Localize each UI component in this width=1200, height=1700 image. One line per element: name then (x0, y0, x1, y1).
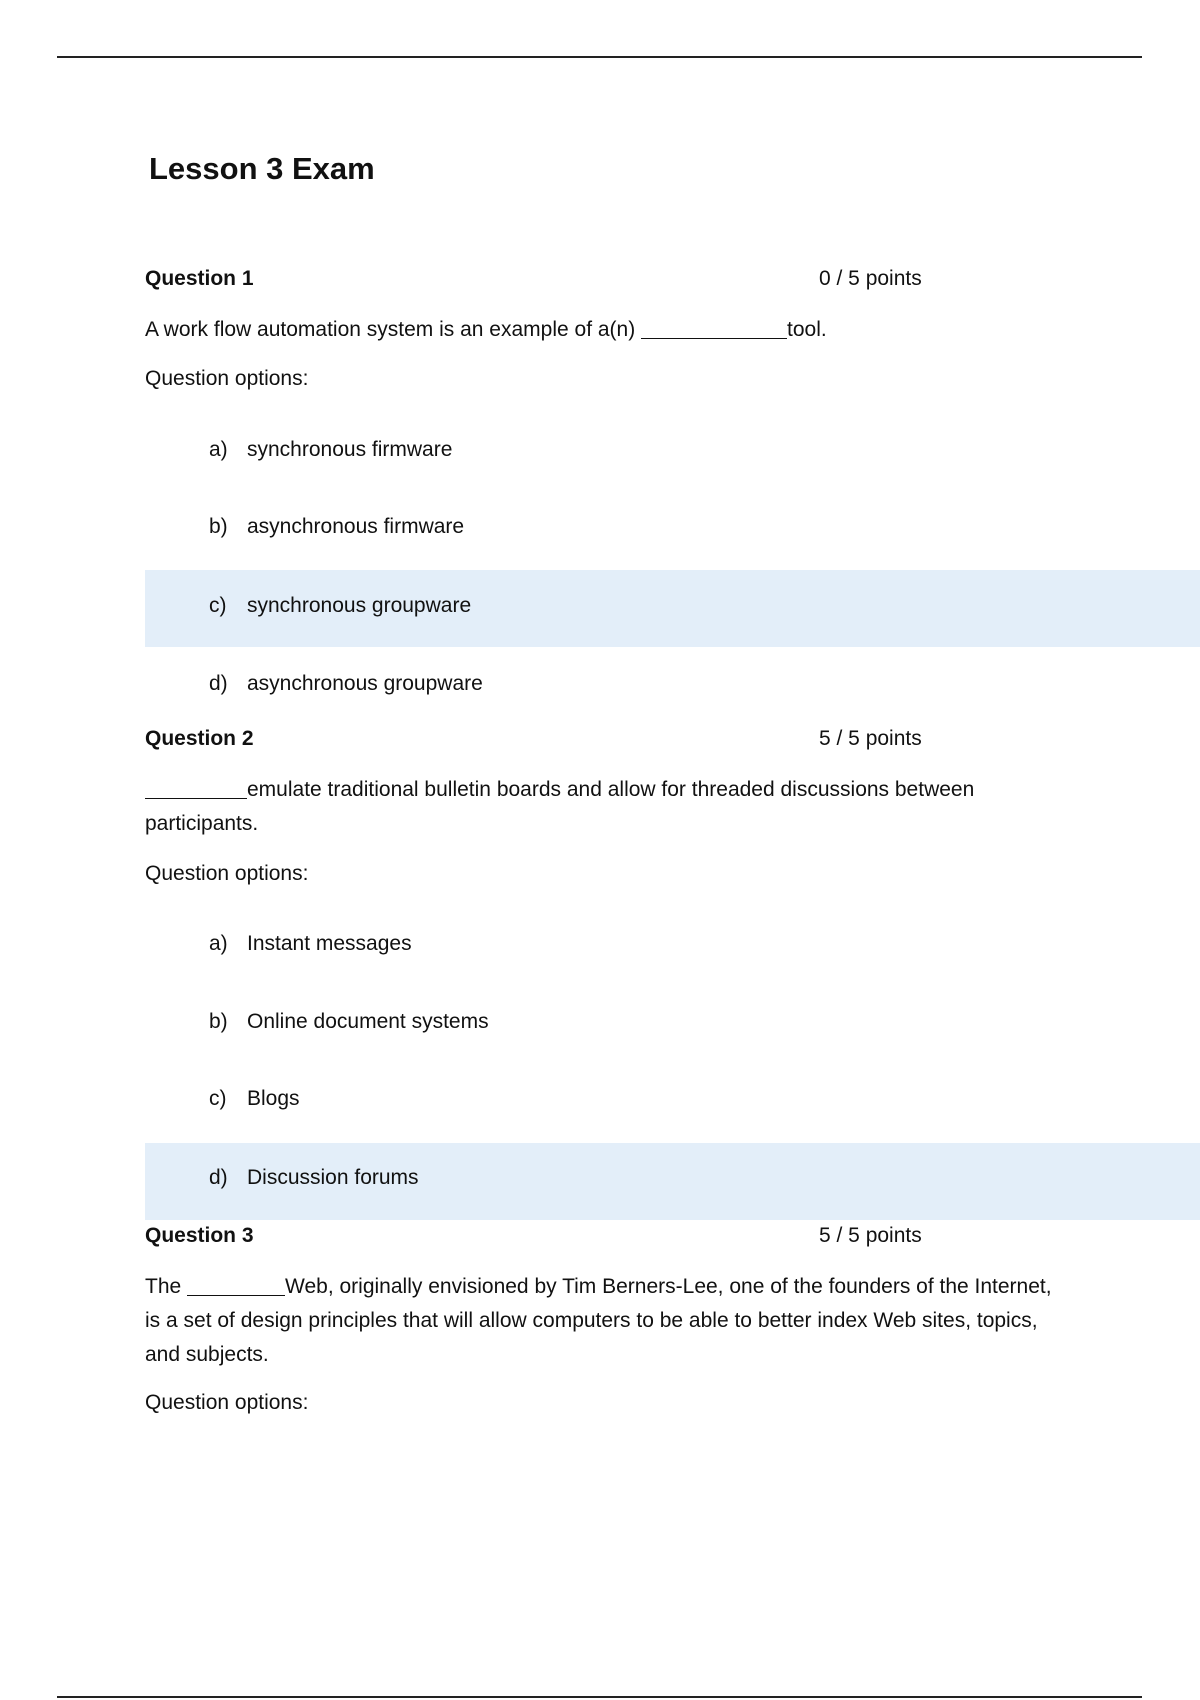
option-text: asynchronous groupware (247, 672, 483, 695)
answer-blank (187, 1273, 285, 1296)
question-2-option-c[interactable] (209, 1087, 300, 1111)
option-text: Blogs (247, 1087, 300, 1110)
top-rule (57, 56, 1142, 58)
question-2-option-a[interactable] (209, 932, 412, 956)
question-1-option-b[interactable] (209, 515, 464, 539)
page-title: Lesson 3 Exam (149, 151, 375, 186)
question-2-text-after: emulate traditional bulletin boards and allow for threaded discussions between participants. (145, 778, 975, 835)
question-2-heading: Question 2 (145, 727, 254, 750)
question-3-options-label: Question options: (145, 1391, 309, 1414)
option-letter: d) (209, 1166, 228, 1189)
option-text: Instant messages (247, 932, 412, 955)
question-2-points: 5 / 5 points (819, 727, 922, 750)
option-letter: c) (209, 1087, 227, 1110)
option-letter: d) (209, 672, 228, 695)
question-3-text (145, 1270, 1065, 1372)
question-1-text-before: A work flow automation system is an example of a(n) (145, 318, 642, 341)
question-1-heading: Question 1 (145, 267, 254, 290)
question-1-text (145, 313, 827, 347)
question-1-option-c[interactable] (209, 594, 471, 618)
question-2-option-d[interactable] (209, 1166, 419, 1190)
question-1-option-d[interactable] (209, 672, 483, 696)
question-3-heading: Question 3 (145, 1224, 254, 1247)
answer-blank (145, 776, 247, 799)
option-text: asynchronous firmware (247, 515, 465, 538)
question-1-option-a[interactable] (209, 438, 452, 462)
question-3-text-after: Web, originally envisioned by Tim Berners-Lee, one of the founders of the Internet, is a set of design principles that will allow computers to be able to better index Web sites, topics, and subjects. (145, 1275, 1052, 1366)
question-1-text-after: tool. (787, 318, 827, 341)
option-letter: a) (209, 932, 228, 955)
question-2-text (145, 773, 1045, 841)
question-1-options-label: Question options: (145, 367, 309, 390)
question-2-options-label: Question options: (145, 862, 309, 885)
question-3-text-before: The (145, 1275, 188, 1298)
option-text: synchronous firmware (247, 438, 453, 461)
option-text: Online document systems (247, 1010, 489, 1033)
question-1-points: 0 / 5 points (819, 267, 922, 290)
option-letter: c) (209, 594, 227, 617)
question-3-points: 5 / 5 points (819, 1224, 922, 1247)
answer-blank (641, 316, 787, 339)
option-text: Discussion forums (247, 1166, 419, 1189)
option-letter: b) (209, 515, 228, 538)
question-2-option-b[interactable] (209, 1010, 489, 1034)
option-text: synchronous groupware (247, 594, 472, 617)
option-letter: a) (209, 438, 228, 461)
bottom-rule (57, 1696, 1142, 1698)
option-letter: b) (209, 1010, 228, 1033)
